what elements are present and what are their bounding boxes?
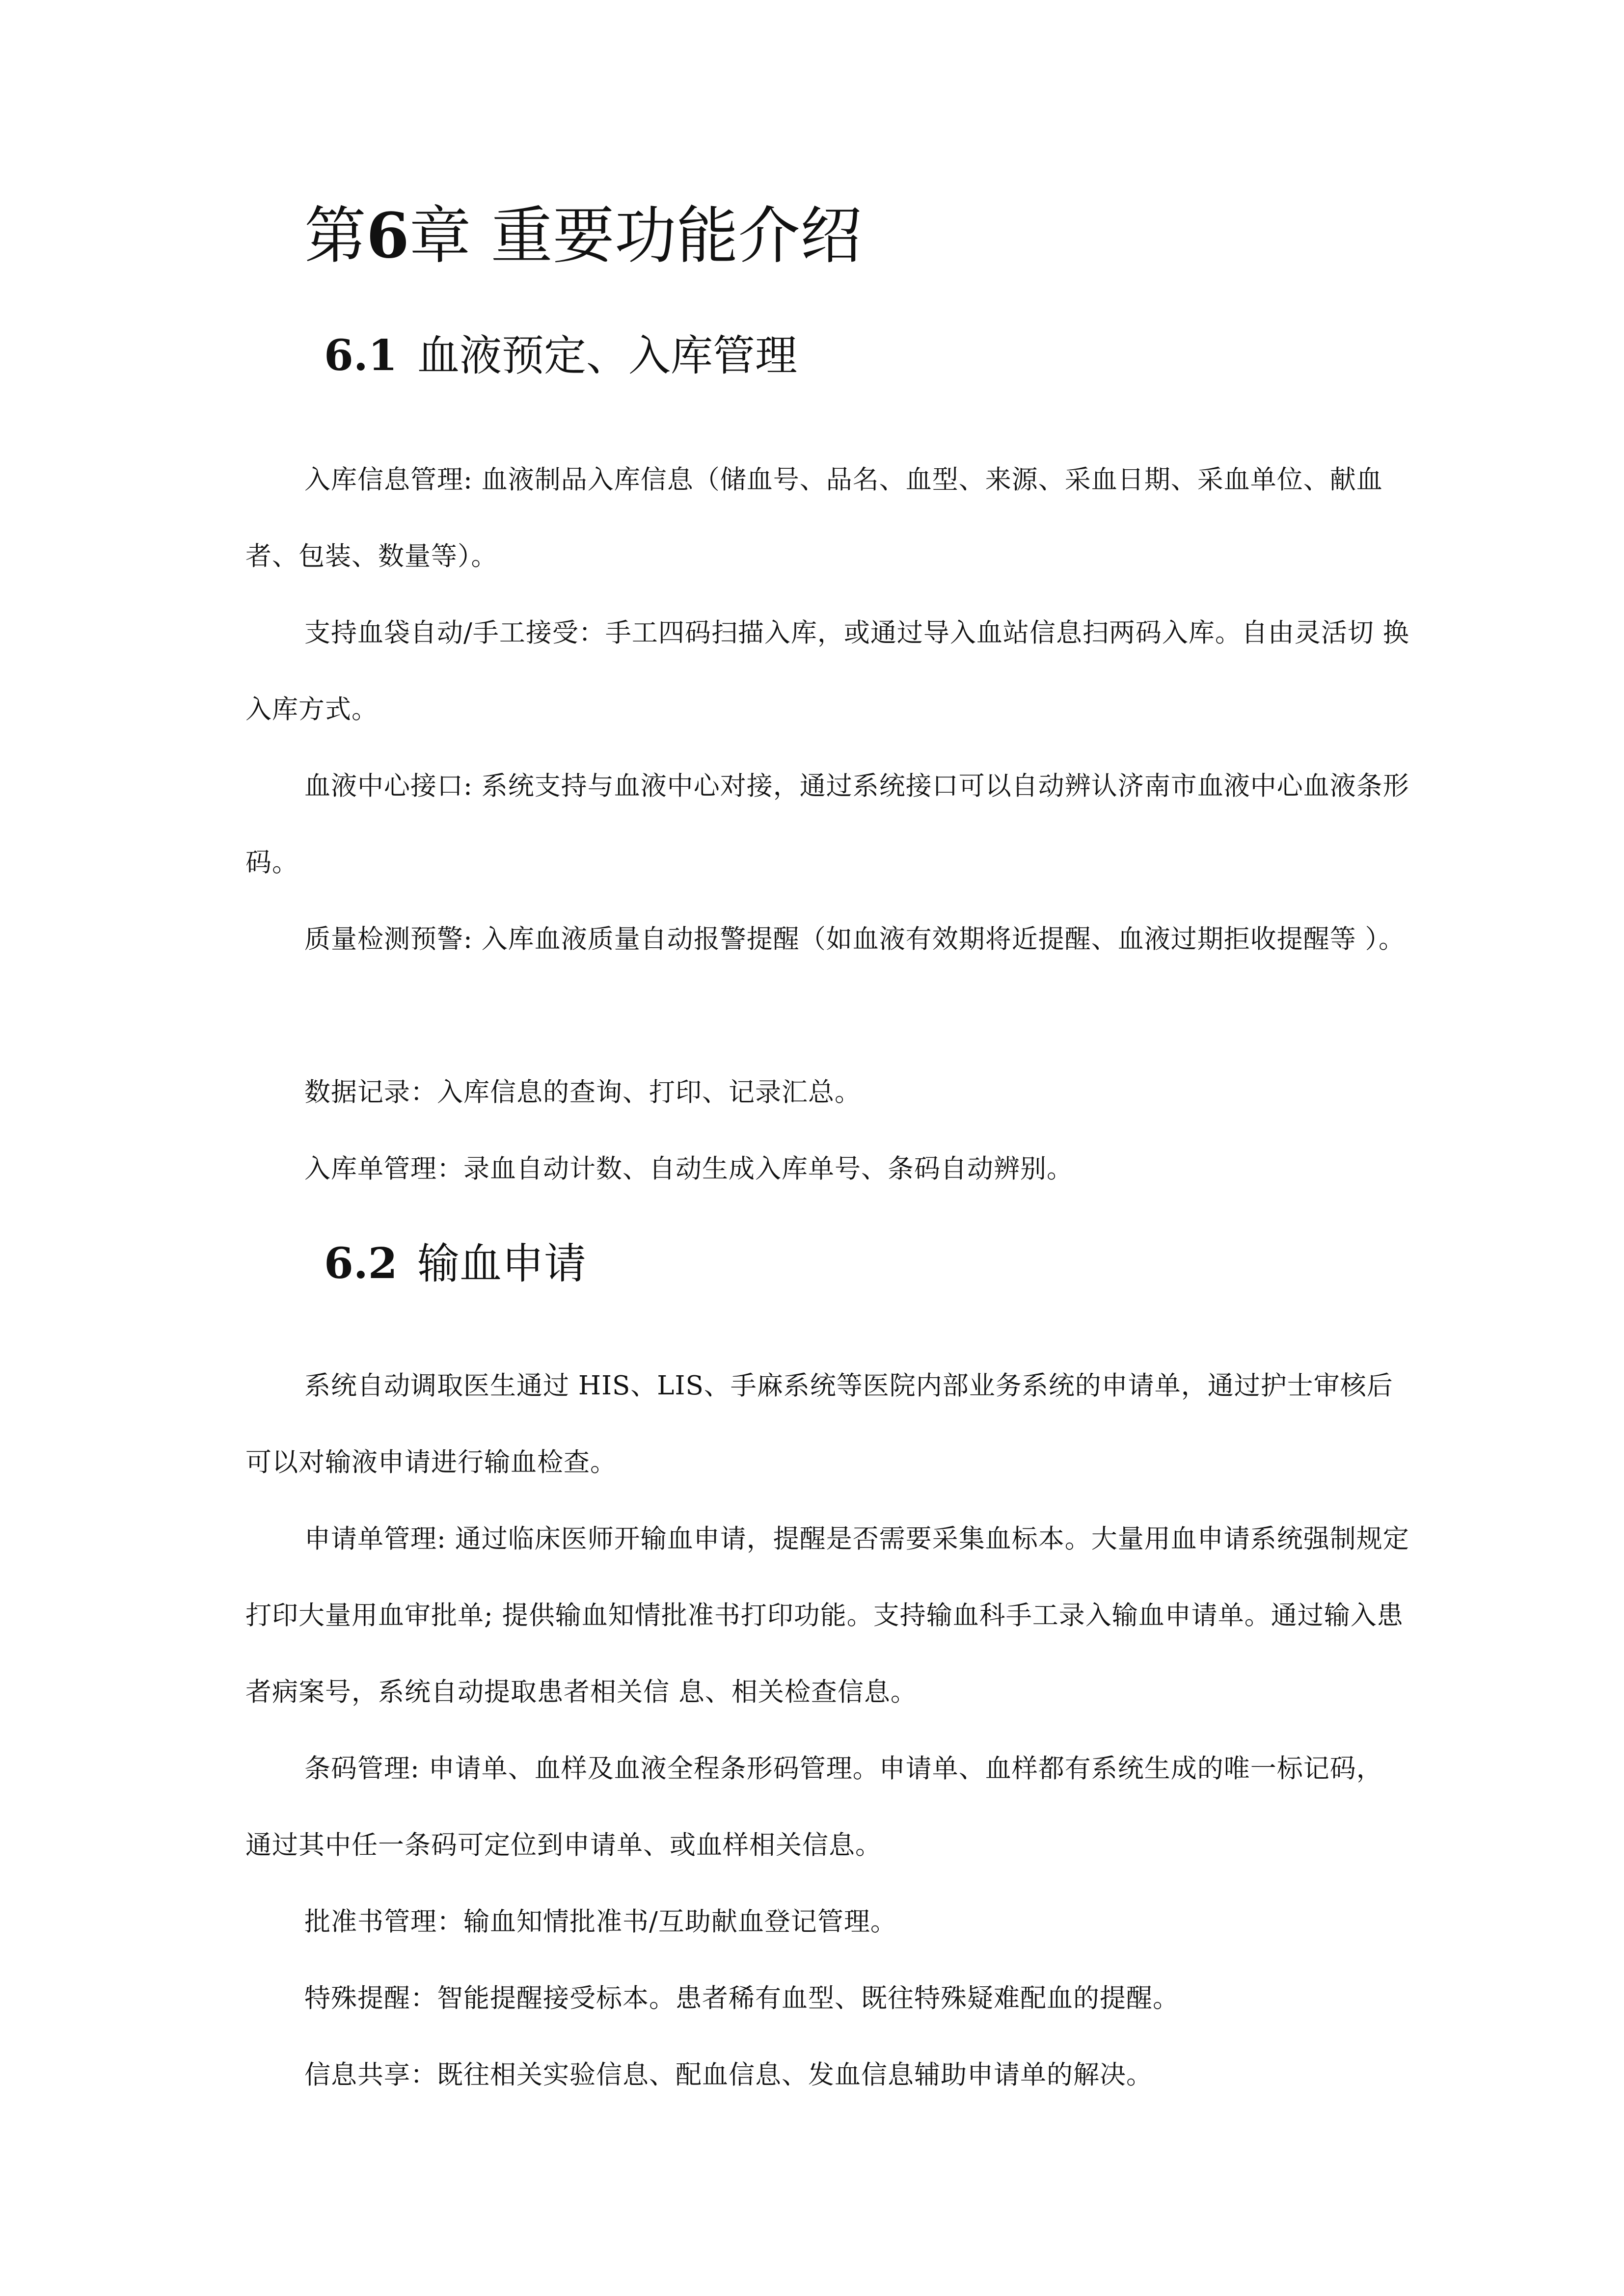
paragraph-special-reminder: 特殊提醒：智能提醒接受标本。患者稀有血型、既往特殊疑难配血的提醒。 <box>304 1983 1179 2013</box>
paragraph-data-record: 数据记录：入库信息的查询、打印、记录汇总。 <box>304 1077 861 1107</box>
chapter-suffix: 章 重要功能介绍 <box>409 200 862 272</box>
section-number: 6.2 <box>324 1239 398 1288</box>
section-heading-6-1 <box>324 329 797 383</box>
paragraph-blood-bag-accept: 支持血袋自动/手工接受：手工四码扫描入库，或通过导入血站信息扫两码入库。自由灵活切 换入库方式。 <box>245 618 1409 724</box>
chapter-number: 6 <box>366 199 409 272</box>
paragraph-application-management: 申请单管理: 通过临床医师开输血申请，提醒是否需要采集血标本。大量用血申请系统强制规定打印大量用血审批单; 提供输血知情批准书打印功能。支持输血科手工录入输血申请单。通过输入患者病案号，系统自动提取患者相关信 息、相关检查信息。 <box>245 1524 1409 1707</box>
chapter-title <box>304 196 862 275</box>
paragraph-inbound-info: 入库信息管理: 血液制品入库信息（储血号、品名、血型、来源、采血日期、采血单位、献血者、包装、数量等）。 <box>245 465 1383 571</box>
paragraph-info-sharing: 信息共享：既往相关实验信息、配血信息、发血信息辅助申请单的解决。 <box>304 2060 1153 2090</box>
paragraph-approval-management: 批准书管理：输血知情批准书/互助献血登记管理。 <box>304 1907 897 1937</box>
section-title: 血液预定、入库管理 <box>417 331 797 380</box>
chapter-prefix: 第 <box>304 200 366 272</box>
paragraph-quality-warning: 质量检测预警: 入库血液质量自动报警提醒（如血液有效期将近提醒、血液过期拒收提醒等 ）。 <box>304 924 1406 954</box>
paragraph-auto-fetch: 系统自动调取医生通过 HIS、LIS、手麻系统等医院内部业务系统的申请单，通过护士审核后可以对输液申请进行输血检查。 <box>245 1371 1393 1477</box>
section-title: 输血申请 <box>417 1239 586 1288</box>
paragraph-blood-center-interface: 血液中心接口: 系统支持与血液中心对接，通过系统接口可以自动辨认济南市血液中心血液条形码。 <box>245 771 1409 878</box>
paragraph-inbound-sheet: 入库单管理：录血自动计数、自动生成入库单号、条码自动辨别。 <box>304 1154 1073 1184</box>
paragraph-barcode-management: 条码管理: 申请单、血样及血液全程条形码管理。申请单、血样都有系统生成的唯一标记码， 通过其中任一条码可定位到申请单、或血样相关信息。 <box>245 1754 1383 1860</box>
section-number: 6.1 <box>324 331 398 380</box>
section-heading-6-2 <box>324 1237 586 1291</box>
